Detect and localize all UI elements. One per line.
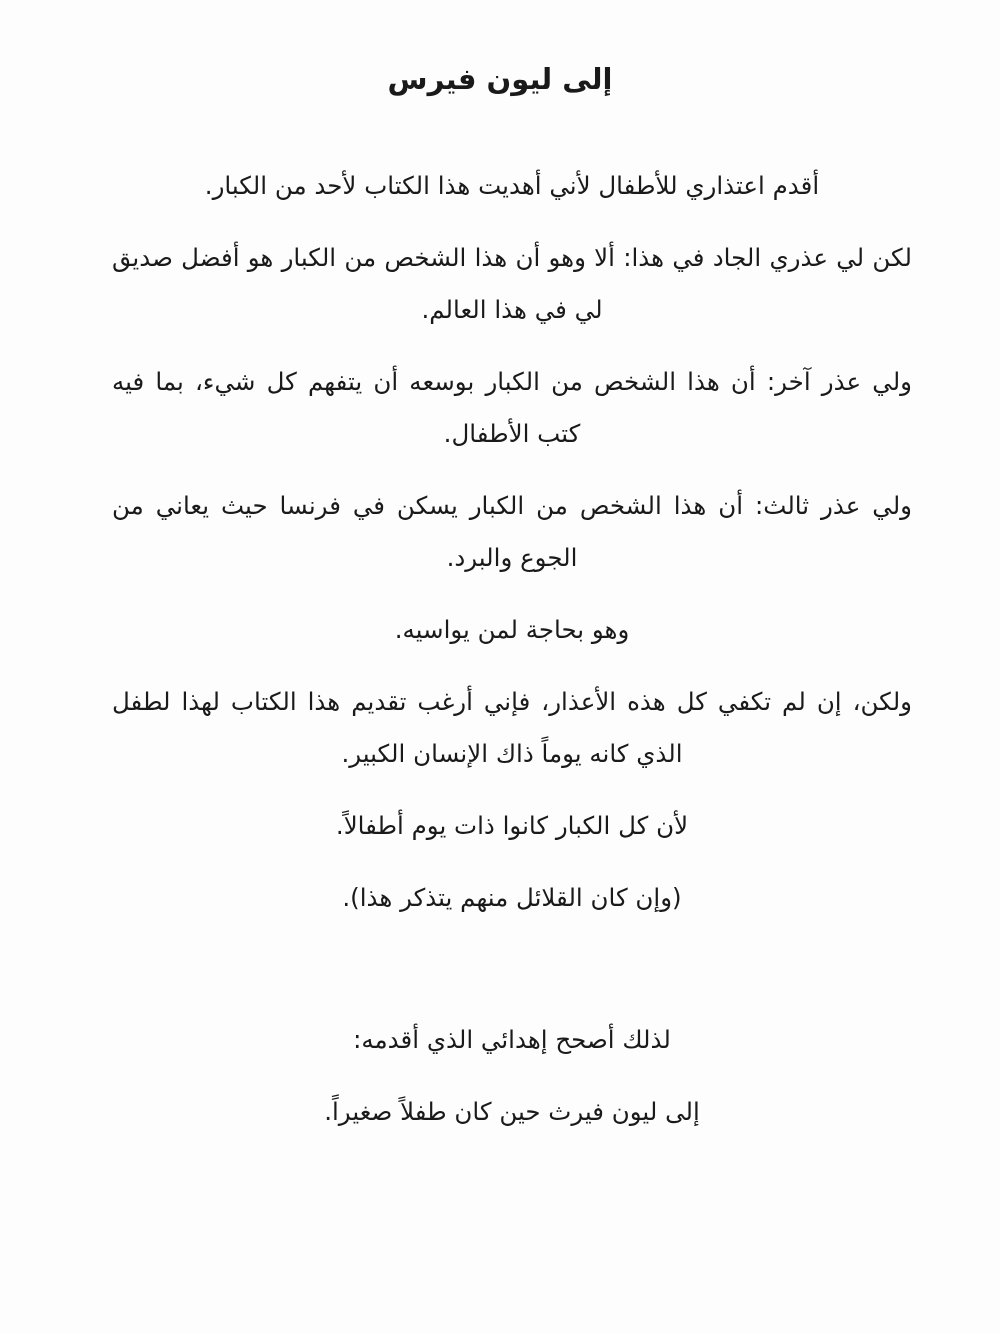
paragraph-third-excuse: ولي عذر ثالث: أن هذا الشخص من الكبار يسكن في فرنسا حيث يعاني من الجوع والبرد. [112, 491, 912, 572]
paragraph-consolation: وهو بحاجة لمن يواسيه. [394, 615, 630, 644]
dedication-body [112, 160, 912, 1158]
paragraph-apology: أقدم اعتذاري للأطفال لأني أهديت هذا الكتاب لأحد من الكبار. [204, 171, 820, 200]
paragraph-child-dedication: ولكن، إن لم تكفي كل هذه الأعذار، فإني أرغب تقديم هذا الكتاب لهذا لطفل الذي كانه يوماً ذاك الإنسان الكبير. [112, 687, 912, 768]
paragraph-second-excuse: ولي عذر آخر: أن هذا الشخص من الكبار بوسعه أن يتفهم كل شيء، بما فيه كتب الأطفال. [112, 367, 912, 448]
dedication-title: إلى ليون فيرس [387, 62, 613, 96]
paragraph-few-remember: (وإن كان القلائل منهم يتذكر هذا). [342, 883, 682, 912]
paragraph-first-excuse: لكن لي عذري الجاد في هذا: ألا وهو أن هذا الشخص من الكبار هو أفضل صديق لي في هذا العالم. [112, 243, 912, 324]
closing-final-dedication: إلى ليون فيرث حين كان طفلاً صغيراً. [324, 1097, 700, 1126]
paragraph-grownups-were-children: لأن كل الكبار كانوا ذات يوم أطفالاً. [335, 811, 689, 840]
section-gap [112, 944, 912, 1014]
closing-correction: لذلك أصحح إهدائي الذي أقدمه: [353, 1025, 671, 1054]
